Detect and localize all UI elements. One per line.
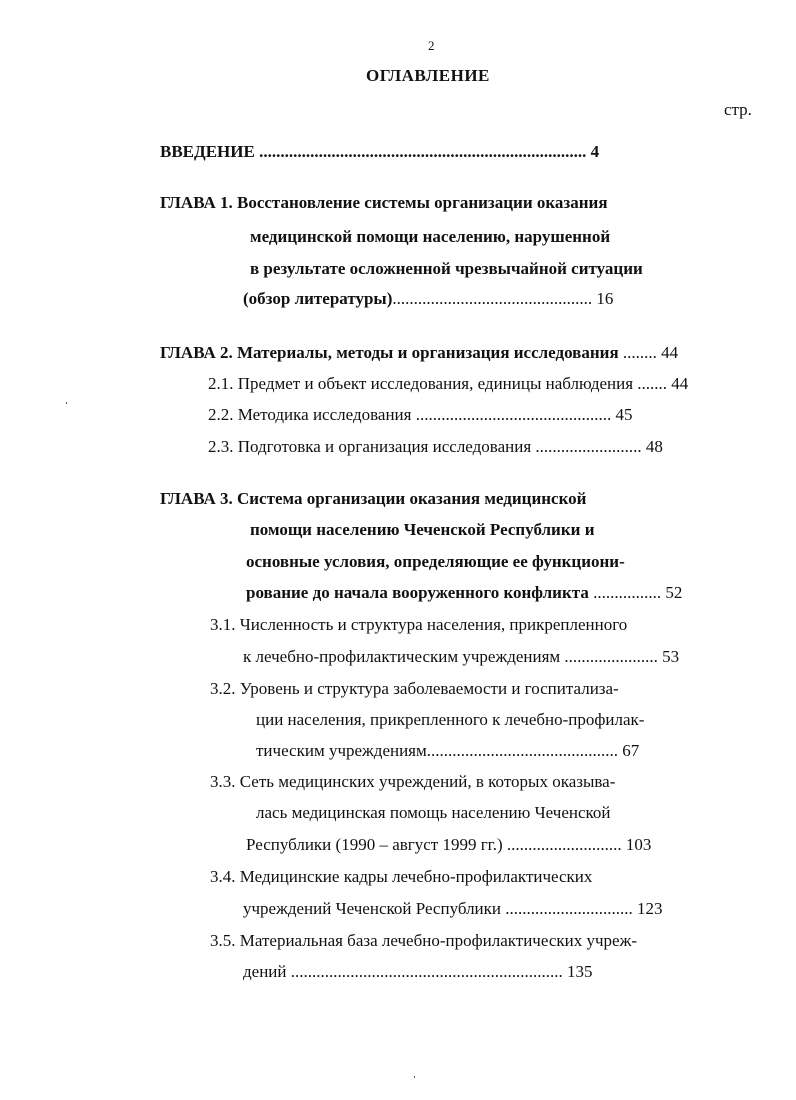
- toc-chapter-3-line-3: основные условия, определяющие ее функциони-: [246, 552, 625, 571]
- toc-chapter-3-dots: ................: [593, 583, 662, 602]
- toc-section-3-4-line-1: 3.4. Медицинские кадры лечебно-профилактических: [210, 867, 593, 886]
- page-number: 2: [428, 38, 435, 53]
- toc-section-3-5-line-1: 3.5. Материальная база лечебно-профилактических учреж-: [210, 931, 637, 950]
- toc-section-3-3-line-2: лась медицинская помощь населению Чеченской: [256, 803, 611, 822]
- toc-chapter-3-page: 52: [665, 583, 683, 602]
- toc-section-2-3: [208, 438, 663, 455]
- toc-section-3-3-line-3: [246, 836, 651, 853]
- toc-entry-text: 2.3. Подготовка и организация исследования .........................: [208, 437, 642, 456]
- toc-section-2-1: [208, 375, 688, 392]
- toc-section-3-4-line-2: [243, 900, 663, 917]
- toc-chapter-2-heading: ГЛАВА 2. Материалы, методы и организация исследования: [160, 343, 619, 362]
- toc-entry-text: 2.2. Методика исследования ..............................................: [208, 405, 612, 424]
- toc-section-3-3-line-1: 3.3. Сеть медицинских учреждений, в которых оказыва-: [210, 772, 616, 791]
- toc-entry-text: 2.1. Предмет и объект исследования, единицы наблюдения .......: [208, 374, 668, 393]
- toc-entry-text: дений ................................................................: [243, 962, 563, 981]
- page-title: ОГЛАВЛЕНИЕ: [366, 66, 490, 85]
- page-column-label: стр.: [724, 100, 752, 119]
- toc-entry-text: Республики (1990 – август 1999 гг.) ...........................: [246, 835, 622, 854]
- toc-entry-page: 45: [615, 405, 633, 424]
- toc-chapter-1-page: 16: [596, 289, 614, 308]
- toc-entry-text: к лечебно-профилактическим учреждениям ......................: [243, 647, 658, 666]
- toc-chapter-1-line-2: медицинской помощи населению, нарушенной: [250, 227, 611, 246]
- toc-entry-page: 48: [645, 437, 663, 456]
- toc-chapter-2-page: 44: [661, 343, 679, 362]
- toc-entry-page: 53: [662, 647, 680, 666]
- toc-entry-page: 103: [625, 835, 652, 854]
- scan-speck: [414, 1076, 415, 1078]
- scan-speck: [66, 402, 67, 404]
- toc-entry-page: 135: [567, 962, 593, 981]
- toc-section-3-2-line-3: [256, 742, 639, 759]
- toc-chapter-2-dots: ........: [622, 343, 657, 362]
- toc-chapter-3-line-2: помощи населению Чеченской Республики и: [250, 520, 595, 539]
- toc-entry-page: 67: [622, 741, 640, 760]
- toc-section-3-1-line-1: 3.1. Численность и структура населения, прикрепленного: [210, 615, 628, 634]
- toc-chapter-2-title: [160, 344, 678, 361]
- toc-entry-text: учреждений Чеченской Республики ..............................: [243, 899, 633, 918]
- toc-section-3-1-line-2: [243, 648, 679, 665]
- toc-chapter-1-line-3: в результате осложненной чрезвычайной ситуации: [250, 259, 643, 278]
- toc-section-3-2-line-1: 3.2. Уровень и структура заболеваемости и госпитализа-: [210, 679, 619, 698]
- toc-chapter-1-subtitle: (обзор литературы): [243, 289, 393, 308]
- toc-chapter-1-dots: ...............................................: [392, 289, 593, 308]
- toc-entry-page: 44: [671, 374, 689, 393]
- toc-intro: ВВЕДЕНИЕ ............................................................................. 4: [160, 142, 600, 161]
- toc-chapter-1-line-1: ГЛАВА 1. Восстановление системы организации оказания: [160, 193, 608, 212]
- toc-chapter-1-line-4: [243, 290, 613, 307]
- toc-chapter-3-subtitle: рование до начала вооруженного конфликта: [246, 583, 589, 602]
- toc-section-3-5-line-2: [243, 963, 593, 980]
- toc-chapter-3-line-1: ГЛАВА 3. Система организации оказания медицинской: [160, 489, 587, 508]
- toc-entry-text: тическим учреждениям.............................................: [256, 741, 619, 760]
- toc-section-3-2-line-2: ции населения, прикрепленного к лечебно-профилак-: [256, 710, 645, 729]
- toc-entry-page: 123: [637, 899, 663, 918]
- toc-chapter-3-line-4: [246, 584, 682, 601]
- toc-section-2-2: [208, 406, 632, 423]
